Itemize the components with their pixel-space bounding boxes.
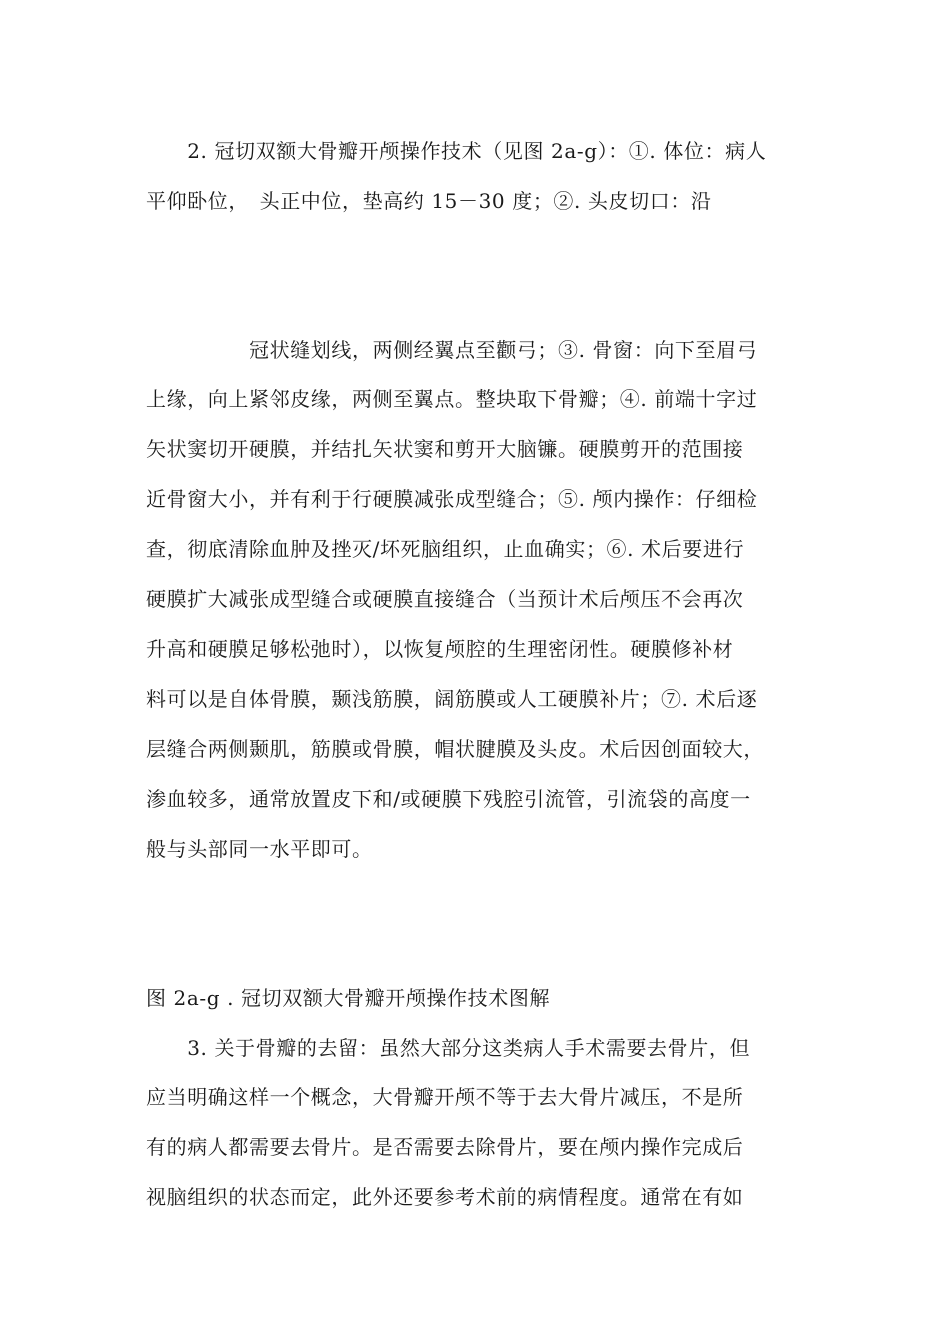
paragraph-2-line-6: 硬膜扩大减张成型缝合或硬膜直接缝合（当预计术后颅压不会再次 (146, 587, 744, 611)
paragraph-3-line-1: 3. 关于骨瓣的去留：虽然大部分这类病人手术需要去骨片，但 (146, 1036, 751, 1060)
paragraph-2-line-7: 升高和硬膜足够松弛时），以恢复颅腔的生理密闭性。硬膜修补材 (146, 637, 734, 661)
paragraph-3-line-2: 应当明确这样一个概念，大骨瓣开颅不等于去大骨片减压，不是所 (146, 1085, 744, 1109)
paragraph-2-line-9: 层缝合两侧颞肌，筋膜或骨膜，帽状腱膜及头皮。术后因创面较大， (146, 737, 764, 761)
paragraph-2-line-4: 近骨窗大小，并有利于行硬膜减张成型缝合；⑤. 颅内操作：仔细检 (146, 487, 758, 511)
paragraph-1-line-1: 2. 冠切双额大骨瓣开颅操作技术（见图 2a-g）：①. 体位：病人 (146, 139, 767, 163)
paragraph-2-line-5: 查，彻底清除血肿及挫灭/坏死脑组织，止血确实；⑥. 术后要进行 (146, 537, 745, 561)
paragraph-2-line-11: 般与头部同一水平即可。 (146, 837, 373, 861)
paragraph-2-line-1: 冠状缝划线，两侧经翼点至颧弓；③. 骨窗：向下至眉弓 (146, 338, 758, 362)
paragraph-2-line-10: 渗血较多，通常放置皮下和/或硬膜下残腔引流管，引流袋的高度一 (146, 787, 751, 811)
paragraph-3-line-4: 视脑组织的状态而定，此外还要参考术前的病情程度。通常在有如 (146, 1185, 744, 1209)
paragraph-2-line-3: 矢状窦切开硬膜，并结扎矢状窦和剪开大脑镰。硬膜剪开的范围接 (146, 437, 744, 461)
figure-caption: 图 2a-g . 冠切双额大骨瓣开颅操作技术图解 (146, 986, 551, 1010)
paragraph-2-line-8: 料可以是自体骨膜，颞浅筋膜，阔筋膜或人工硬膜补片；⑦. 术后逐 (146, 687, 758, 711)
paragraph-3-line-3: 有的病人都需要去骨片。是否需要去除骨片，要在颅内操作完成后 (146, 1135, 744, 1159)
paragraph-2-line-2: 上缘，向上紧邻皮缘，两侧至翼点。整块取下骨瓣；④. 前端十字过 (146, 387, 758, 411)
paragraph-1-line-2: 平仰卧位， 头正中位，垫高约 15－30 度；②. 头皮切口：沿 (146, 189, 712, 213)
